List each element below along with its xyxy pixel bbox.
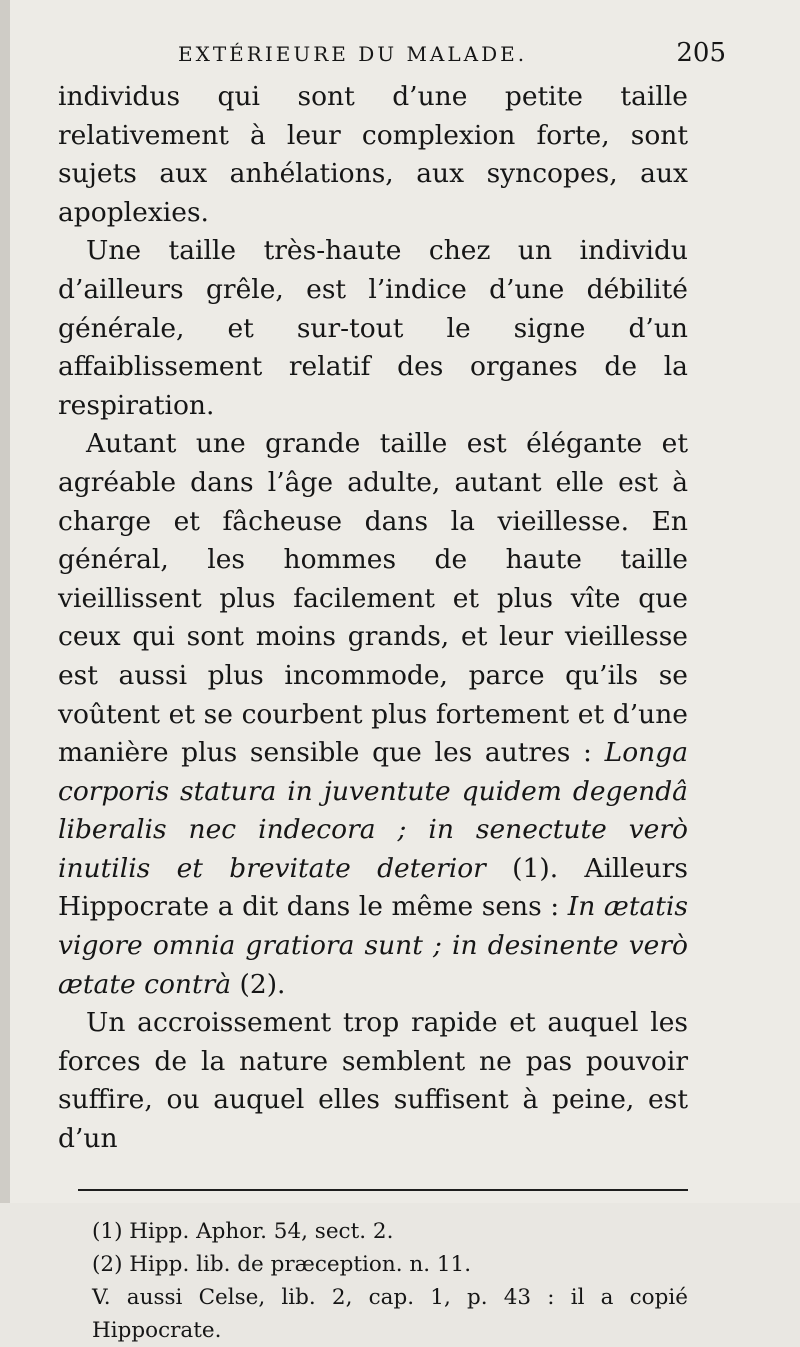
paragraph-tall-stature: Une taille très-haute chez un individu d’ailleurs grêle, est l’indice d’une débilité générale, et sur-tout le signe d’un affaiblissement relatif des organes de la respiration. [58,235,688,421]
latin-quotation: Longa corporis statura in juventute quidem degendâ liberalis nec indecora ; in senectute verò inutilis et brevitate deterior [58,737,688,884]
page-header [178,38,726,78]
paragraph-text: Autant une grande taille est élégante et agréable dans l’âge adulte, autant elle est à charge et fâcheuse dans la vieillesse. En général, les hommes de haute taille vieillissent plus facilement et plus vîte que ceux qui sont moins grands, et leur vieillesse est aussi plus incommode, parce qu’ils se voûtent et se courbent plus fortement et d’une manière plus sensible que les autres : [58,428,688,769]
page-edge [0,0,10,1203]
paragraph-growth: Un accroissement trop rapide et auquel les forces de la nature semblent ne pas pouvoir suffire, ou auquel elles suffisent à peine, est d’un [58,1007,688,1155]
body-text [58,78,688,1159]
paragraph-continuation: individus qui sont d’une petite taille relativement à leur complexion forte, sont sujets aux anhélations, aux syncopes, aux apoplexies. [58,81,688,228]
page-number: 205 [676,38,726,68]
footnotes [76,1215,688,1347]
footnote-1: (1) Hipp. Aphor. 54, sect. 2. [92,1218,394,1244]
footnote-see-also: V. aussi Celse, lib. 2, cap. 1, p. 43 : il a copié Hippocrate. [92,1284,688,1343]
footnote-2: (2) Hipp. lib. de præception. n. 11. [92,1251,472,1277]
paragraph-old-age [58,425,688,1004]
paragraph-text: (1). Ailleurs Hippocrate a dit dans le même sens : [58,852,689,923]
footnote-rule [78,1189,688,1191]
running-title: EXTÉRIEURE DU MALADE. [178,42,528,66]
paragraph-text: (2). [231,968,286,1000]
latin-quotation: In ætatis vigore omnia gratiora sunt ; in desinente verò ætate contrà [58,891,689,1000]
